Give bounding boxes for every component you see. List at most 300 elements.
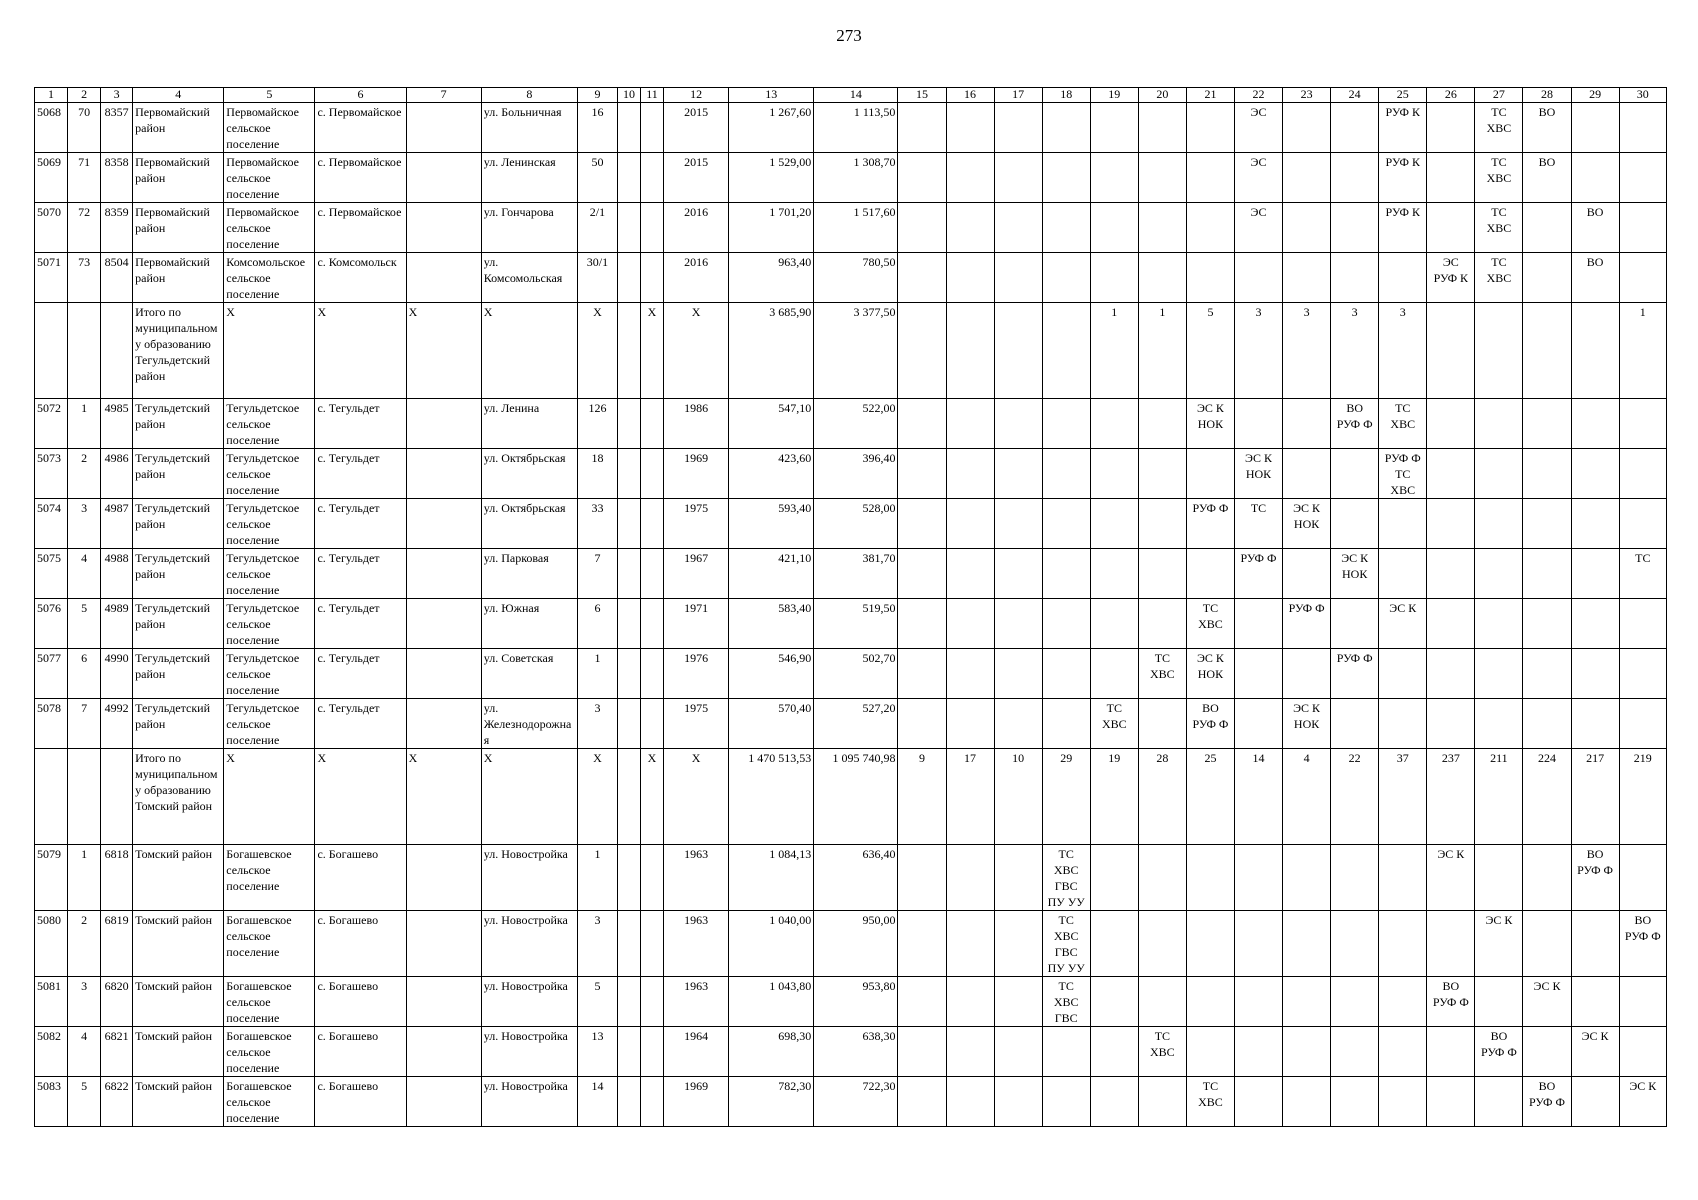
table-cell <box>1619 153 1666 203</box>
table-cell: 211 <box>1475 749 1523 845</box>
table-cell: ЭС К <box>1619 1077 1666 1127</box>
table-cell <box>898 549 946 599</box>
table-cell <box>1234 1027 1282 1077</box>
table-cell: 1 <box>577 649 617 699</box>
table-cell <box>1283 845 1331 911</box>
table-cell: 13 <box>577 1027 617 1077</box>
table-cell: X <box>315 303 406 399</box>
table-cell <box>1475 699 1523 749</box>
table-cell: 5 <box>68 599 101 649</box>
table-cell <box>1523 1027 1571 1077</box>
table-cell: Тегульдетское сельское поселение <box>224 649 315 699</box>
table-cell <box>1427 399 1475 449</box>
table-cell: 1963 <box>664 845 729 911</box>
table-cell: РУФ Ф <box>1186 499 1234 549</box>
table-cell <box>1379 911 1427 977</box>
table-cell: Тегульдетский район <box>133 599 224 649</box>
table-cell: Первомайское сельское поселение <box>224 103 315 153</box>
table-cell: ТС ХВС <box>1138 649 1186 699</box>
table-cell <box>1427 449 1475 499</box>
table-cell <box>1379 1027 1427 1077</box>
column-number-cell: 6 <box>315 88 406 103</box>
column-number-cell: 13 <box>729 88 814 103</box>
table-cell: 1 084,13 <box>729 845 814 911</box>
table-cell <box>1234 1077 1282 1127</box>
table-cell: Первомайское сельское поселение <box>224 203 315 253</box>
table-cell <box>617 977 640 1027</box>
table-cell: 638,30 <box>814 1027 898 1077</box>
table-cell: с. Тегульдет <box>315 399 406 449</box>
table-cell: с. Комсомольск <box>315 253 406 303</box>
table-cell: 1 <box>68 845 101 911</box>
table-cell: 1969 <box>664 449 729 499</box>
table-cell: 17 <box>946 749 994 845</box>
table-cell <box>1331 449 1379 499</box>
table-cell: 1975 <box>664 699 729 749</box>
column-number-cell: 16 <box>946 88 994 103</box>
table-cell <box>1427 303 1475 399</box>
table-cell: 1969 <box>664 1077 729 1127</box>
table-cell: ТС ХВС <box>1090 699 1138 749</box>
table-cell: 3 <box>1331 303 1379 399</box>
table-cell: 4986 <box>101 449 133 499</box>
table-cell <box>898 1027 946 1077</box>
table-cell <box>1619 203 1666 253</box>
table-cell <box>641 1077 664 1127</box>
table-cell: 6819 <box>101 911 133 977</box>
table-cell <box>994 449 1042 499</box>
table-cell: X <box>224 749 315 845</box>
table-cell: 8504 <box>101 253 133 303</box>
table-cell <box>1619 977 1666 1027</box>
table-cell <box>617 153 640 203</box>
table-cell: 3 <box>1379 303 1427 399</box>
table-row <box>35 845 1667 911</box>
table-cell <box>1571 449 1619 499</box>
table-cell <box>1331 153 1379 203</box>
table-cell: РУФ Ф <box>1331 649 1379 699</box>
table-cell <box>1090 399 1138 449</box>
table-cell <box>1283 1027 1331 1077</box>
table-cell: 421,10 <box>729 549 814 599</box>
table-cell <box>898 499 946 549</box>
table-cell: ул. Советская <box>481 649 577 699</box>
table-cell <box>641 845 664 911</box>
table-cell <box>946 103 994 153</box>
table-cell <box>406 1027 481 1077</box>
table-cell: 636,40 <box>814 845 898 911</box>
table-cell <box>1186 1027 1234 1077</box>
table-cell <box>1379 1077 1427 1127</box>
table-cell <box>994 499 1042 549</box>
column-number-cell: 8 <box>481 88 577 103</box>
table-cell <box>1090 649 1138 699</box>
table-cell: 2016 <box>664 253 729 303</box>
table-cell <box>946 499 994 549</box>
table-cell <box>1234 253 1282 303</box>
table-cell <box>641 153 664 203</box>
table-cell: 570,40 <box>729 699 814 749</box>
table-cell: 2015 <box>664 103 729 153</box>
table-cell <box>1042 399 1090 449</box>
table-cell <box>1090 253 1138 303</box>
table-cell <box>994 649 1042 699</box>
column-number-cell: 3 <box>101 88 133 103</box>
table-cell <box>1523 699 1571 749</box>
table-cell <box>406 253 481 303</box>
table-cell: 5 <box>68 1077 101 1127</box>
table-cell: 1976 <box>664 649 729 699</box>
column-number-cell: 5 <box>224 88 315 103</box>
table-cell: X <box>664 749 729 845</box>
table-cell: ул. Гончарова <box>481 203 577 253</box>
table-cell <box>898 599 946 649</box>
table-row <box>35 699 1667 749</box>
column-number-cell: 11 <box>641 88 664 103</box>
table-cell <box>1186 103 1234 153</box>
table-cell <box>994 1077 1042 1127</box>
table-row <box>35 649 1667 699</box>
table-cell: Томский район <box>133 1077 224 1127</box>
table-cell: 502,70 <box>814 649 898 699</box>
table-row <box>35 399 1667 449</box>
table-cell <box>1571 911 1619 977</box>
table-cell <box>1042 103 1090 153</box>
table-cell: ул. Новостройка <box>481 911 577 977</box>
table-cell: 217 <box>1571 749 1619 845</box>
table-cell: с. Первомайское <box>315 103 406 153</box>
table-cell <box>1619 253 1666 303</box>
table-cell: X <box>641 303 664 399</box>
table-cell <box>946 649 994 699</box>
table-cell: 3 <box>577 699 617 749</box>
table-cell <box>1571 153 1619 203</box>
table-cell <box>617 599 640 649</box>
table-cell <box>898 911 946 977</box>
table-cell: 4 <box>1283 749 1331 845</box>
table-cell <box>1619 845 1666 911</box>
subtotal-row <box>35 749 1667 845</box>
table-cell <box>1523 303 1571 399</box>
table-cell <box>1138 911 1186 977</box>
table-cell: ЭС К <box>1571 1027 1619 1077</box>
table-cell <box>994 845 1042 911</box>
table-cell <box>1571 599 1619 649</box>
table-cell <box>1042 1077 1090 1127</box>
table-cell: Богашевское сельское поселение <box>224 911 315 977</box>
table-cell <box>1283 203 1331 253</box>
table-cell: 547,10 <box>729 399 814 449</box>
table-cell: 2016 <box>664 203 729 253</box>
table-cell: ВО РУФ Ф <box>1619 911 1666 977</box>
table-cell: 6820 <box>101 977 133 1027</box>
table-cell: ЭС <box>1234 153 1282 203</box>
table-cell: ул. Ленинская <box>481 153 577 203</box>
table-cell: 72 <box>68 203 101 253</box>
table-cell <box>898 449 946 499</box>
table-cell: ВО РУФ Ф <box>1427 977 1475 1027</box>
table-cell <box>1331 977 1379 1027</box>
table-cell <box>1042 153 1090 203</box>
table-cell: Тегульдетский район <box>133 449 224 499</box>
table-cell <box>1523 253 1571 303</box>
table-cell: ВО <box>1571 253 1619 303</box>
table-cell <box>617 649 640 699</box>
column-number-cell: 23 <box>1283 88 1331 103</box>
table-cell: 1967 <box>664 549 729 599</box>
table-cell: ЭС К <box>1523 977 1571 1027</box>
table-cell <box>1138 449 1186 499</box>
table-cell: 1 517,60 <box>814 203 898 253</box>
table-cell <box>641 499 664 549</box>
table-row <box>35 253 1667 303</box>
table-cell <box>946 153 994 203</box>
table-cell <box>641 699 664 749</box>
table-cell: ЭС К <box>1475 911 1523 977</box>
column-number-cell: 7 <box>406 88 481 103</box>
table-cell <box>641 103 664 153</box>
table-cell <box>1283 103 1331 153</box>
table-cell: 1 701,20 <box>729 203 814 253</box>
table-cell: 3 <box>68 977 101 1027</box>
table-cell: Тегульдетское сельское поселение <box>224 399 315 449</box>
table-cell <box>1427 1077 1475 1127</box>
table-cell <box>1523 203 1571 253</box>
table-cell: ТС ХВС <box>1138 1027 1186 1077</box>
table-cell: 396,40 <box>814 449 898 499</box>
table-cell: X <box>315 749 406 845</box>
table-cell: X <box>406 303 481 399</box>
table-cell: Томский район <box>133 911 224 977</box>
table-cell <box>1283 153 1331 203</box>
table-cell <box>1234 911 1282 977</box>
table-cell: 1 470 513,53 <box>729 749 814 845</box>
table-cell <box>1619 599 1666 649</box>
table-cell: X <box>664 303 729 399</box>
table-cell <box>406 549 481 599</box>
table-cell: Богашевское сельское поселение <box>224 1077 315 1127</box>
table-cell <box>1427 1027 1475 1077</box>
table-cell: 1 113,50 <box>814 103 898 153</box>
table-cell: 4985 <box>101 399 133 449</box>
table-row <box>35 499 1667 549</box>
column-number-cell: 22 <box>1234 88 1282 103</box>
housing-register-table <box>34 87 1667 1127</box>
table-cell <box>1090 449 1138 499</box>
table-cell: 5078 <box>35 699 68 749</box>
column-number-cell: 19 <box>1090 88 1138 103</box>
table-cell: 782,30 <box>729 1077 814 1127</box>
table-cell <box>1331 599 1379 649</box>
table-cell: ЭС К НОК <box>1186 649 1234 699</box>
table-cell <box>1571 549 1619 599</box>
table-cell <box>1042 699 1090 749</box>
table-cell: ВО <box>1571 203 1619 253</box>
table-cell <box>1283 1077 1331 1127</box>
table-cell <box>1427 699 1475 749</box>
table-cell: 30/1 <box>577 253 617 303</box>
table-cell: ВО РУФ Ф <box>1523 1077 1571 1127</box>
table-cell <box>1042 649 1090 699</box>
table-cell: 722,30 <box>814 1077 898 1127</box>
table-cell <box>1379 649 1427 699</box>
table-cell: 2015 <box>664 153 729 203</box>
table-cell: ЭС РУФ К <box>1427 253 1475 303</box>
table-cell <box>898 103 946 153</box>
table-cell: с. Тегульдет <box>315 599 406 649</box>
table-cell: 953,80 <box>814 977 898 1027</box>
table-cell: Тегульдетское сельское поселение <box>224 499 315 549</box>
table-cell <box>1138 153 1186 203</box>
table-cell: ВО РУФ Ф <box>1331 399 1379 449</box>
page-number: 273 <box>836 26 862 45</box>
table-cell <box>1283 253 1331 303</box>
table-cell <box>946 253 994 303</box>
table-cell: 4992 <box>101 699 133 749</box>
table-cell: Тегульдетское сельское поселение <box>224 449 315 499</box>
table-cell <box>1042 303 1090 399</box>
table-cell: X <box>641 749 664 845</box>
table-cell: 1963 <box>664 977 729 1027</box>
table-cell <box>1138 845 1186 911</box>
table-cell <box>1138 399 1186 449</box>
table-cell <box>994 153 1042 203</box>
table-cell <box>1427 203 1475 253</box>
table-cell: 5083 <box>35 1077 68 1127</box>
table-cell: ЭС К <box>1379 599 1427 649</box>
table-cell: 1 <box>1090 303 1138 399</box>
table-cell: 71 <box>68 153 101 203</box>
table-cell <box>617 449 640 499</box>
table-cell <box>1475 649 1523 699</box>
table-cell: 1 308,70 <box>814 153 898 203</box>
table-cell <box>1571 103 1619 153</box>
table-cell <box>1331 499 1379 549</box>
table-cell: 5080 <box>35 911 68 977</box>
table-cell <box>1523 449 1571 499</box>
column-number-cell: 12 <box>664 88 729 103</box>
table-cell <box>946 203 994 253</box>
table-cell <box>1186 845 1234 911</box>
column-number-cell: 10 <box>617 88 640 103</box>
table-cell: с. Тегульдет <box>315 549 406 599</box>
table-cell: ул. Комсомольская <box>481 253 577 303</box>
table-cell: 14 <box>577 1077 617 1127</box>
table-cell: Богашевское сельское поселение <box>224 1027 315 1077</box>
table-cell <box>1571 1077 1619 1127</box>
table-cell <box>1475 499 1523 549</box>
table-cell <box>1090 203 1138 253</box>
table-cell <box>617 103 640 153</box>
table-cell <box>1090 599 1138 649</box>
table-cell: Первомайский район <box>133 103 224 153</box>
table-cell: РУФ К <box>1379 103 1427 153</box>
table-cell: ВО РУФ Ф <box>1571 845 1619 911</box>
table-cell <box>617 749 640 845</box>
table-cell <box>1523 599 1571 649</box>
table-cell: 33 <box>577 499 617 549</box>
table-cell: РУФ Ф ТС ХВС <box>1379 449 1427 499</box>
table-cell <box>946 977 994 1027</box>
table-cell <box>946 599 994 649</box>
table-cell: 9 <box>898 749 946 845</box>
table-cell <box>1475 599 1523 649</box>
table-cell: 423,60 <box>729 449 814 499</box>
table-cell: 14 <box>1234 749 1282 845</box>
table-cell <box>1042 499 1090 549</box>
table-cell <box>1571 699 1619 749</box>
table-cell: 583,40 <box>729 599 814 649</box>
table-cell <box>1619 699 1666 749</box>
table-cell <box>1523 845 1571 911</box>
table-cell: 237 <box>1427 749 1475 845</box>
table-cell: ЭС К НОК <box>1331 549 1379 599</box>
table-cell <box>994 549 1042 599</box>
table-cell: 4 <box>68 1027 101 1077</box>
table-cell: 25 <box>1186 749 1234 845</box>
table-cell <box>1090 845 1138 911</box>
table-row <box>35 153 1667 203</box>
table-cell: Тегульдетский район <box>133 549 224 599</box>
table-cell: 963,40 <box>729 253 814 303</box>
table-cell: 6 <box>577 599 617 649</box>
table-cell <box>1234 977 1282 1027</box>
table-cell: Тегульдетский район <box>133 499 224 549</box>
table-cell <box>994 911 1042 977</box>
table-cell <box>1138 549 1186 599</box>
table-row <box>35 103 1667 153</box>
table-cell <box>1186 449 1234 499</box>
column-number-cell: 26 <box>1427 88 1475 103</box>
table-row <box>35 977 1667 1027</box>
table-cell <box>1523 649 1571 699</box>
table-cell <box>1427 549 1475 599</box>
table-cell: Томский район <box>133 977 224 1027</box>
table-cell: 7 <box>68 699 101 749</box>
table-cell: ТС ХВС <box>1379 399 1427 449</box>
table-cell <box>994 1027 1042 1077</box>
table-cell <box>1090 499 1138 549</box>
table-cell <box>1186 153 1234 203</box>
table-cell: 1 <box>577 845 617 911</box>
table-cell <box>1090 911 1138 977</box>
table-cell <box>898 303 946 399</box>
table-cell: Итого по муниципальному образованию Тегульдетский район <box>133 303 224 399</box>
table-cell <box>617 845 640 911</box>
table-cell <box>641 449 664 499</box>
table-cell: 4989 <box>101 599 133 649</box>
table-cell <box>1090 1077 1138 1127</box>
table-cell <box>1138 203 1186 253</box>
table-cell: 8359 <box>101 203 133 253</box>
table-cell: 8357 <box>101 103 133 153</box>
table-cell: 19 <box>1090 749 1138 845</box>
table-cell: ВО РУФ Ф <box>1186 699 1234 749</box>
table-cell: Комсомольское сельское поселение <box>224 253 315 303</box>
table-row <box>35 449 1667 499</box>
table-cell: с. Тегульдет <box>315 649 406 699</box>
table-cell <box>1475 845 1523 911</box>
table-cell <box>1283 649 1331 699</box>
table-cell: X <box>406 749 481 845</box>
table-cell <box>946 1077 994 1127</box>
table-cell: с. Тегульдет <box>315 699 406 749</box>
table-cell: 5 <box>1186 303 1234 399</box>
table-cell <box>1138 977 1186 1027</box>
table-cell <box>1283 911 1331 977</box>
table-cell: ТС ХВС <box>1475 153 1523 203</box>
table-cell: 381,70 <box>814 549 898 599</box>
